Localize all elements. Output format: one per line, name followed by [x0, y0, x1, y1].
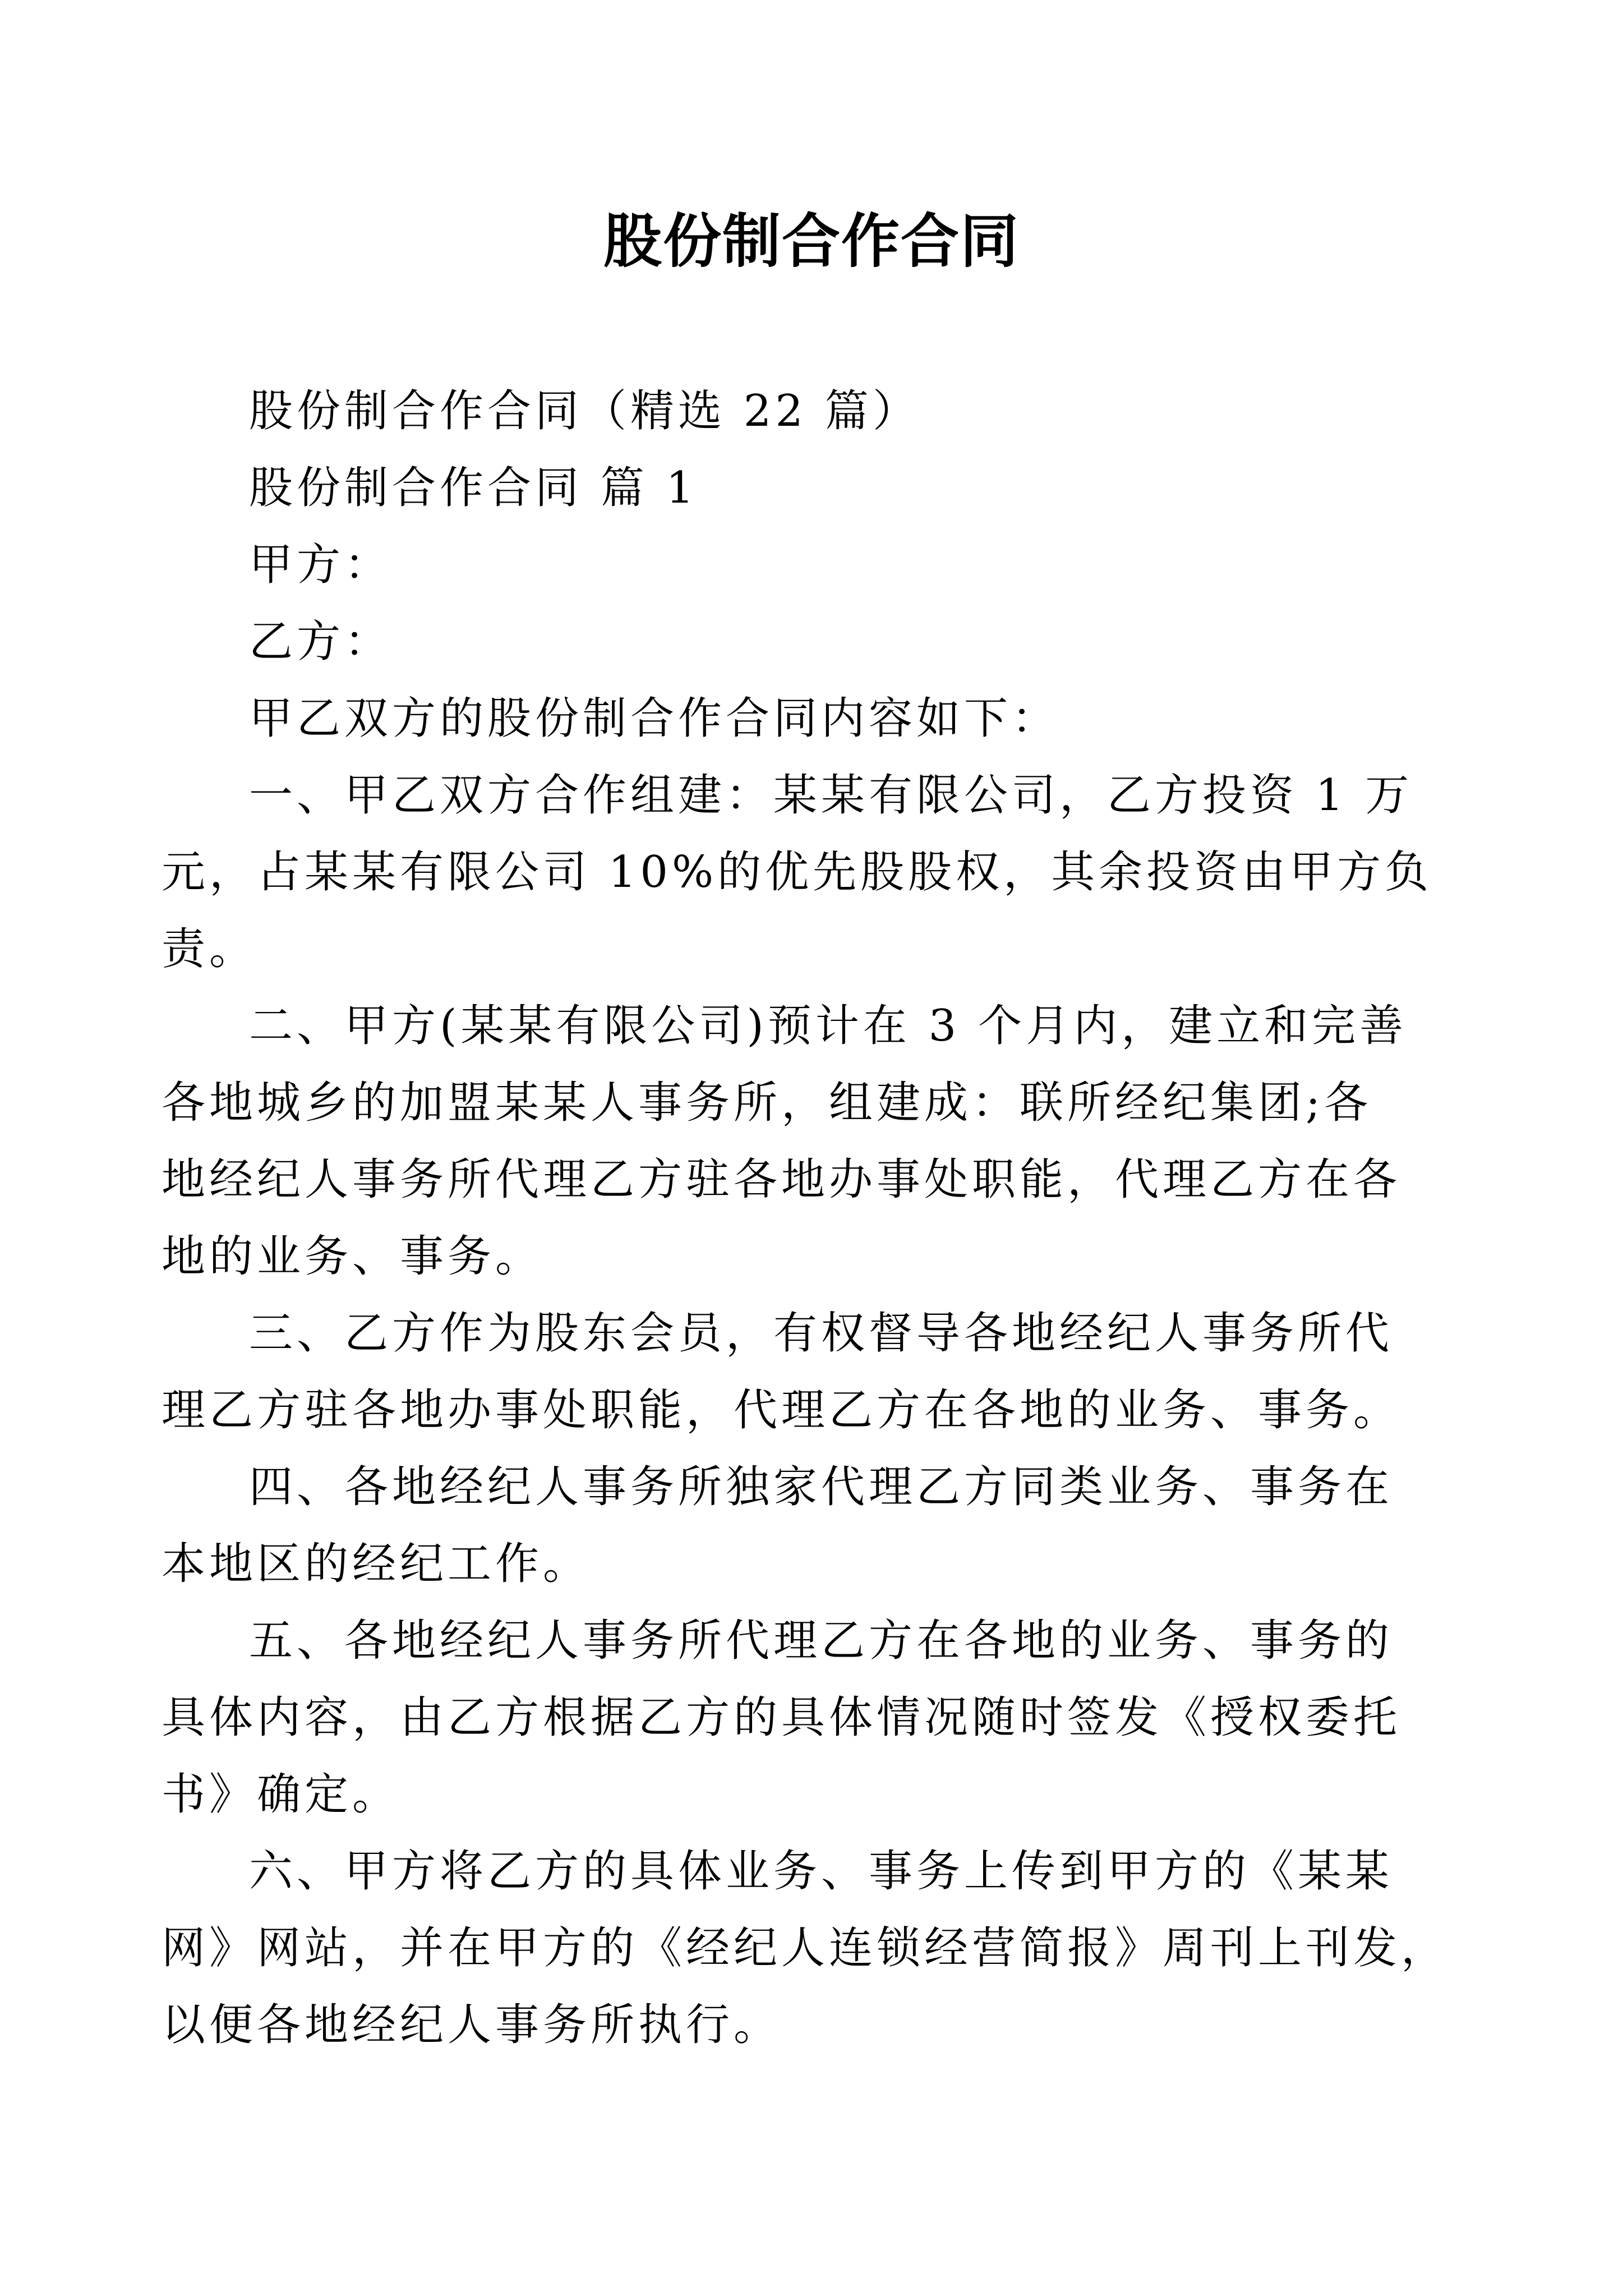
clause-line: 四、各地经纪人事务所独家代理乙方同类业务、事务在 [249, 1462, 1394, 1512]
clause-line: 本地区的经纪工作。 [162, 1539, 591, 1589]
clause-line: 责。 [162, 924, 257, 974]
clause-line: 元，占某某有限公司 10%的优先股股权，其余投资由甲方负 [162, 847, 1433, 898]
document-subtitle: 股份制合作合同（精选 22 篇） [249, 386, 920, 436]
clause-line: 五、各地经纪人事务所代理乙方在各地的业务、事务的 [249, 1616, 1394, 1666]
clause-1 [162, 757, 1433, 988]
clause-line: 二、甲方(某某有限公司)预计在 3 个月内，建立和完善 [249, 1001, 1408, 1051]
clause-5 [162, 1603, 1401, 1833]
clause-line: 地经纪人事务所代理乙方驻各地办事处职能，代理乙方在各 [162, 1154, 1401, 1205]
document-title: 股份制合作合同 [603, 206, 1020, 275]
clause-6 [162, 1833, 1449, 2064]
clause-line: 以便各地经纪人事务所执行。 [162, 2000, 782, 2050]
clause-line: 书》确定。 [162, 1769, 400, 1820]
clause-line: 网》网站，并在甲方的《经纪人连锁经营简报》周刊上刊发， [162, 1923, 1449, 1973]
clause-line: 六、甲方将乙方的具体业务、事务上传到甲方的《某某 [249, 1846, 1394, 1897]
clause-line: 理乙方驻各地办事处职能，代理乙方在各地的业务、事务。 [162, 1385, 1401, 1435]
section-heading: 股份制合作合同 篇 1 [249, 463, 698, 513]
document-body [162, 373, 1449, 2064]
intro-paragraph: 甲乙双方的股份制合作合同内容如下： [249, 693, 1060, 744]
party-b-label: 乙方： [249, 616, 393, 667]
clause-line: 具体内容，由乙方根据乙方的具体情况随时签发《授权委托 [162, 1692, 1401, 1743]
clause-3 [162, 1295, 1401, 1449]
clause-line: 三、乙方作为股东会员，有权督导各地经纪人事务所代 [249, 1308, 1394, 1359]
clause-line: 地的业务、事务。 [162, 1231, 543, 1282]
party-a-label: 甲方： [249, 540, 393, 590]
clause-line: 一、甲乙双方合作组建：某某有限公司，乙方投资 1 万 [249, 770, 1413, 821]
clause-4 [162, 1449, 1394, 1603]
clause-line: 各地城乡的加盟某某人事务所，组建成：联所经纪集团;各 [162, 1078, 1372, 1128]
clause-2 [162, 988, 1408, 1295]
